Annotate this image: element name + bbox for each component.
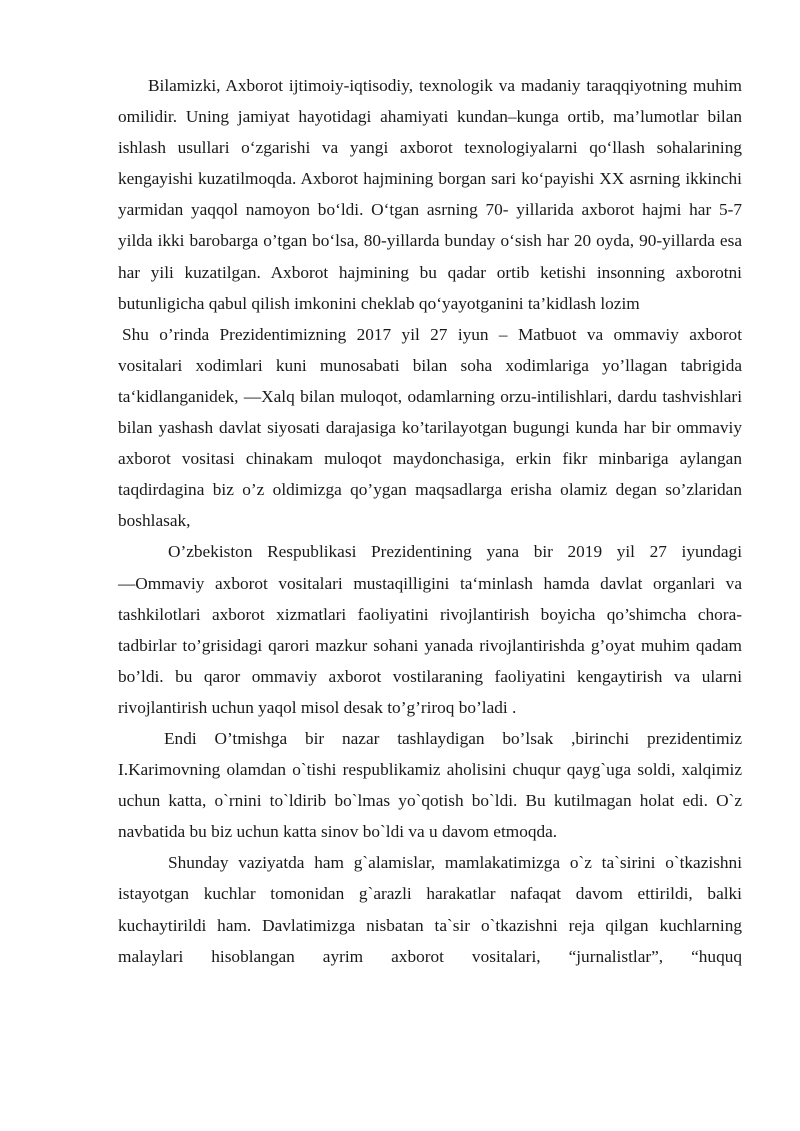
paragraph-information-importance: Bilamizki, Axborot ijtimoiy-iqtisodiy, texnologik va madaniy taraqqiyotning muhim omilidir. Uning jamiyat hayotidagi ahamiyati kundan–kunga ortib, ma’lumotlar bilan ishlash usullari o‘zgarishi va yangi axborot texnologiyalarni qo‘llash sohalarining kengayishi kuzatilmoqda. Axborot hajmining borgan sari ko‘payishi XX asrning ikkinchi yarmidan yaqqol namoyon bo‘ldi. O‘tgan asrning 70- yillarida axborot hajmi har 5-7 yilda ikki barobarga o’tgan bo‘lsa, 80-yillarda bunday o‘sish har 20 oyda, 90-yillarda esa har yili kuzatilgan. Axborot hajmining bu qadar ortib ketishi insonning axborotni butunligicha qabul qilish imkonini cheklab qo‘yayotganini ta’kidlash lozim [118, 76, 742, 313]
document-page [118, 70, 742, 972]
paragraph-president-greeting: Shu o’rinda Prezidentimizning 2017 yil 27 iyun – Matbuot va ommaviy axborot vositalari xodimlari kuni munosabati bilan soha xodimlariga yo’llagan tabrigida ta‘kidlanganidek, ―Xalq bilan muloqot, odamlarning orzu-intilishlari, dardu tashvishlari bilan yashash davlat siyosati darajasiga ko’tarilayotgan bugungi kunda har bir ommaviy axborot vositasi chinakam muloqot maydonchasiga, erkin fikr minbariga aylangan taqdirdagina biz o’z oldimizga qo’ygan maqsadlarga erisha olamiz degan so’zlaridan boshlasak, [118, 324, 742, 531]
paragraph-first-president: Endi O’tmishga bir nazar tashlaydigan bo’lsak ,birinchi prezidentimiz I.Karimovning olamdan o`tishi respublikamiz aholisini chuqur qayg`uga soldi, xalqimiz uchun katta, o`rnini to`ldirib bo`lmas yo`qotish bo`ldi. Bu kutilmagan holat edi. O`z navbatida bu biz uchun katta sinov bo`ldi va u davom etmoqda. [118, 728, 742, 842]
paragraph-hostile-forces: Shunday vaziyatda ham g`alamislar, mamlakatimizga o`z ta`sirini o`tkazishni istayotgan kuchlar tomonidan g`arazli harakatlar nafaqat davom ettirildi, balki kuchaytirildi ham. Davlatimizga nisbatan ta`sir o`tkazishni reja qilgan kuchlarning malaylari hisoblangan ayrim axborot vositalari, “jurnalistlar”, “huquq [118, 853, 742, 966]
paragraph-decree-2019: O’zbekiston Respublikasi Prezidentining yana bir 2019 yil 27 iyundagi ―Ommaviy axborot vositalari mustaqilligini ta‘minlash hamda davlat organlari va tashkilotlari axborot xizmatlari faoliyatini rivojlantirish boyicha qo’shimcha chora-tadbirlar to’grisidagi qarori mazkur sohani yanada rivojlantirishda g’oyat muhim qadam bo’ldi. bu qaror ommaviy axborot vostilaraning faoliyatini kengaytirish va ularni rivojlantirish uchun yaqol misol desak to’g’riroq bo’ladi . [118, 542, 742, 717]
